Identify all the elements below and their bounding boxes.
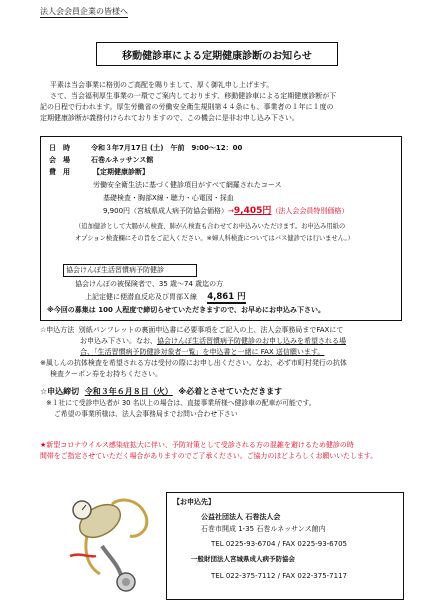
contact-tel-1: TEL 0225-93-6704 / FAX 0225-93-6705: [211, 540, 348, 548]
schedule-box: [40, 136, 402, 321]
page-title: 移動健診車による定期健康診断のお知らせ: [96, 42, 338, 66]
course2-price: 4,861 円: [207, 292, 246, 302]
course1-note-1: （追加健診として大腸がん検査、肺がん検査も合わせてお申込みいただけます。お申込み用紙の: [75, 223, 346, 230]
date-value: 令和３年7月17日 (土) 午前 9:00～12：00: [91, 144, 243, 152]
apply-line-4: ※風しんの抗体検査を希望される方は受付の際にお申し出ください。なお、必ず市町村発行の抗体: [40, 359, 347, 367]
contact-org-2: 一般財団法人宮城県成人病予防協会: [191, 555, 295, 563]
course1-items: 基礎検査・胸部X線・聴力・心電図・採血: [103, 194, 234, 202]
apply-line-2: お申込み下さい。なお、協会けんぽ生活習慣病予防健診のお申し込みを希望される場: [80, 337, 346, 345]
deadline-label: ☆申込締切: [40, 387, 80, 396]
covid-notice: [40, 440, 402, 462]
arrow-icon: →: [228, 207, 234, 215]
stethoscope-illustration: [60, 486, 160, 596]
contact-org-1: 公益社団法人 石巻法人会: [201, 513, 281, 521]
course2-title: 協会けんぽ生活習慣病予防健診: [63, 264, 197, 277]
intro-paragraph-1: 平素は当会事業に格別のご高配を賜りまして、厚く御礼申し上げます。: [50, 81, 274, 89]
course1-title: 【定期健康診断】: [93, 168, 149, 176]
apply-line-5: 検査クーポン券をお持ちください。: [50, 370, 162, 378]
contact-tel-2: TEL 022-375-7112 / FAX 022-375-7117: [211, 572, 348, 580]
covid-line-2: 間帯をご指定させていただく場合がありますのでご了承ください。ご協力のほどよろしくお願いいたします。: [40, 452, 378, 460]
fee-label: 費 用: [49, 168, 70, 176]
intro-paragraph-2b: 記の日程で行われます。厚生労働省の労働安全衛生規則第４４条にも、事業者の１年に１度の: [40, 103, 334, 111]
course1-price: 9,900円（宮城県成人病予防協会価格）: [103, 207, 229, 215]
course1-desc: 労働安全衛生法に基づく健診項目がすべて網羅されたコース: [93, 181, 282, 189]
apply-label: ☆申込方法: [40, 326, 75, 334]
apply-method: [40, 325, 402, 380]
apply-line-3: 合、「生活習慣病予防健診対象者一覧」を申込書と一緒に FAX 送信願います。: [80, 348, 325, 356]
course2-items: 上記定健に便潜血反応及び胃部Ｘ線: [85, 293, 197, 301]
member-price-note: （法人会会員特別価格）: [271, 207, 349, 215]
deadline-section: [40, 386, 402, 420]
intro-paragraph-2a: さて、当会福利厚生事業の一環でご案内しております、移動健診車による定期健康診断が下: [50, 92, 337, 100]
course2-desc: 協会けんぽの被保険者で、35 歳～74 歳迄の方: [75, 280, 224, 288]
deadline-note-1: ※１社にて受診申込者が 30 名以上の場合は、直接事業所様へ健診車の配車が可能です。: [46, 399, 316, 407]
limit-note: ※今回の募集は 100 人程度で締切らせていただきますので、お早めにお申込み下さい。: [47, 306, 325, 314]
venue-value: 石巻ルネッサンス館: [91, 156, 154, 164]
course1-price-row: [103, 206, 348, 217]
course1-note-2: オプション検査欄にその旨をご記入ください。※婦人科検査についてはバス健診では行いません。）: [75, 235, 354, 242]
intro-paragraph-2c: 定期健康診断が義務付けられておりますので、この機会に是非お申し込み下さい。: [40, 114, 299, 122]
intro-text: [40, 80, 400, 124]
deadline-note: ※必着とさせていただきます: [178, 387, 283, 396]
venue-label: 会 場: [49, 156, 70, 164]
addressee: 法人会会員企業の皆様へ: [40, 7, 128, 16]
contact-address: 石巻市開成 1-35 石巻ルネッサンス館内: [201, 525, 326, 533]
deadline-date: 令和３年６月８日（火）: [84, 387, 173, 396]
course2-items-row: [85, 292, 246, 303]
date-label: 日 時: [49, 144, 70, 152]
covid-line-1: ★新型コロナウイルス感染症拡大に伴い、予防対策として受診される方の混雑を避けるため健診の時: [40, 441, 354, 449]
deadline-note-2: ご希望の事業所様は、法人会事務局までお問い合わせ下さい: [54, 410, 238, 418]
contact-heading: 【お申込先】: [173, 498, 215, 506]
member-price: 9,405円: [233, 206, 272, 216]
deadline-line: [40, 386, 402, 398]
apply-line-1: ☆申込方法 別紙パンフレットの裏面申込書に必要事項をご記入の上、法人会事務局までFAXにて: [40, 326, 344, 334]
contact-box: [166, 492, 404, 600]
